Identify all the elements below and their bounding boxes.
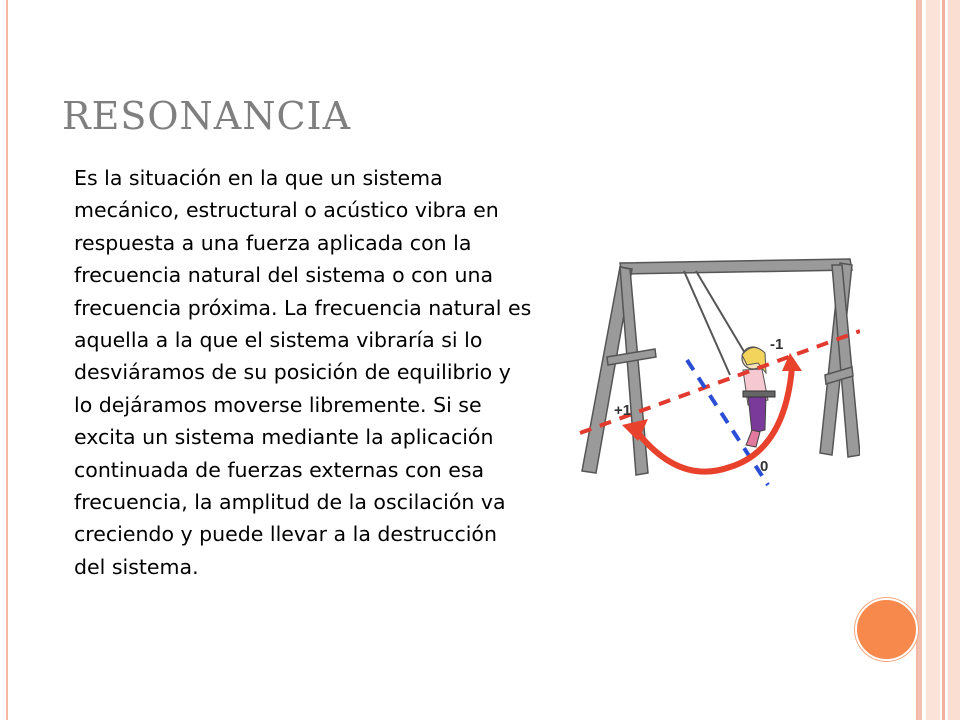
slide-body-text: Es la situación en la que un sistema mecánico, estructural o acústico vibra en respuesta a una fuerza aplicada con la frecuencia natural del sistema o con una frecuencia próxima. La frecuencia natural es aquella a la que el sistema vibraría si lo desviáramos de su posición de equilibrio y lo dejáramos moverse libremente. Si se excita un sistema mediante la aplicación continuada de fuerzas externas con esa frecuencia, la amplitud de la oscilación va creciendo y puede llevar a la destrucción del sistema. <box>74 166 532 579</box>
swing-frame <box>582 259 860 475</box>
swing-arc <box>638 367 792 472</box>
decorative-stripes <box>918 0 960 720</box>
label-plus-one: +1 <box>614 402 632 419</box>
child-icon <box>742 347 775 447</box>
label-zero: 0 <box>760 458 769 475</box>
label-minus-one: -1 <box>770 336 784 353</box>
arc-arrow-right <box>782 353 802 371</box>
slide-title: RESONANCIA <box>62 94 352 138</box>
swing-illustration <box>560 245 860 495</box>
accent-circle <box>855 598 918 661</box>
